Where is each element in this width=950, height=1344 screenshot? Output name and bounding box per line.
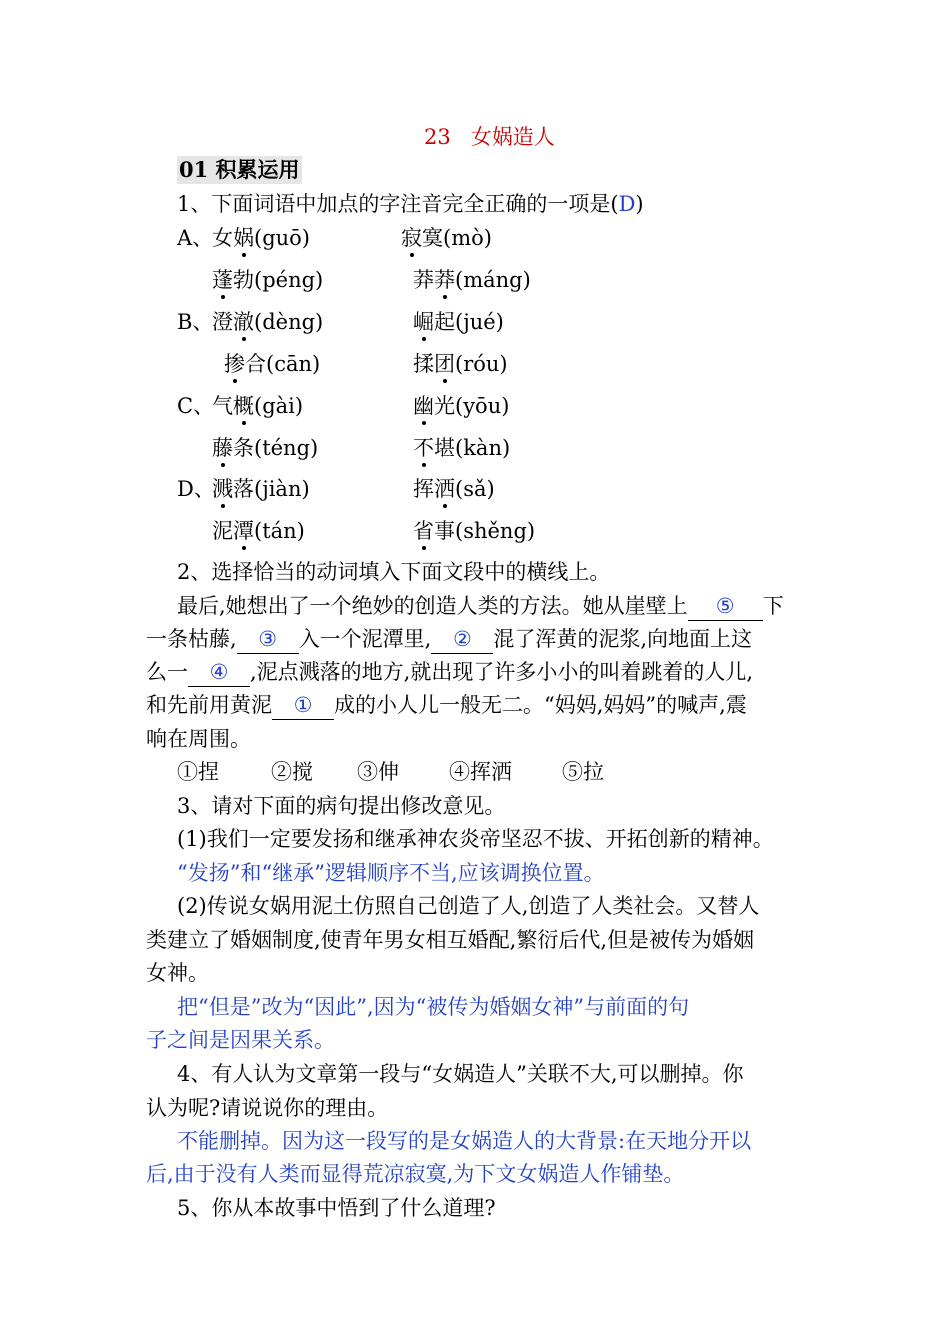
pinyin: (dèng) [254, 310, 324, 334]
choice-2: ②搅 [271, 760, 313, 784]
word-char: 莽 [413, 268, 434, 292]
option-word [413, 350, 508, 378]
option-word [401, 224, 492, 252]
q3-sentence-2-line-3: 女神。 [146, 961, 209, 985]
dotted-char: 堪 [434, 436, 455, 460]
dotted-char: 潭 [233, 519, 254, 543]
q2-passage-line-5: 响在周围。 [146, 727, 251, 751]
dotted-char: 娲 [233, 226, 254, 250]
lesson-title: 女娲造人 [470, 125, 555, 149]
option-word [212, 266, 323, 294]
dotted-char: 概 [233, 394, 254, 418]
q3-sentence-1: (1)我们一定要发扬和继承神农炎帝坚忍不拔、开拓创新的精神。 [177, 827, 774, 851]
q1-answer: D [618, 192, 636, 216]
q5-stem: 5、你从本故事中悟到了什么道理? [177, 1196, 496, 1220]
choice-4: ④挥洒 [449, 760, 512, 784]
lesson-number: 23 [424, 125, 451, 149]
pinyin: (sǎ) [455, 477, 495, 501]
q2-passage-line-3: 么一 ④ ,泥点溅落的地方,就出现了许多小小的叫着跳着的人儿, [146, 658, 753, 687]
blank-5: ① [272, 691, 334, 720]
q4-stem-line-2: 认为呢?请说说你的理由。 [146, 1096, 389, 1120]
q2-passage-line-4: 和先前用黄泥 ① 成的小人儿一般无二。“妈妈,妈妈”的喊声,震 [146, 691, 747, 720]
pinyin: (gài) [254, 394, 304, 418]
word-char: 气 [212, 394, 233, 418]
pinyin: (guō) [254, 226, 310, 250]
pinyin: (róu) [455, 352, 508, 376]
choice-5: ⑤拉 [562, 760, 604, 784]
option-word [413, 392, 509, 420]
q4-answer-line-2: 后,由于没有人类而显得荒凉寂寞,为下文女娲造人作铺垫。 [146, 1162, 685, 1186]
pinyin: (kàn) [455, 436, 511, 460]
q2-passage-line-1: 最后,她想出了一个绝妙的创造人类的方法。她从崖壁上 ⑤ 下 [177, 592, 784, 621]
dotted-char: 条 [233, 436, 254, 460]
dotted-char: 起 [434, 310, 455, 334]
dotted-char: 光 [434, 394, 455, 418]
word-char: 揉 [413, 352, 434, 376]
q3-sentence-2-line-2: 类建立了婚姻制度,使青年男女相互婚配,繁衍后代,但是被传为婚姻 [146, 928, 755, 952]
blank-4: ④ [188, 658, 250, 687]
option-word [212, 434, 318, 462]
word-char: 澄 [212, 310, 233, 334]
choice-3: ③伸 [357, 760, 399, 784]
dotted-char: 澈 [233, 310, 254, 334]
q3-answer-1: “发扬”和“继承”逻辑顺序不当,应该调换位置。 [177, 861, 605, 885]
word-char: 省 [413, 519, 434, 543]
word-char: 女 [212, 226, 233, 250]
option-word [413, 308, 504, 336]
dotted-char: 勃 [233, 268, 254, 292]
word-char: 溅 [212, 477, 233, 501]
pinyin: (tán) [254, 519, 305, 543]
dotted-char: 洒 [434, 477, 455, 501]
q4-answer-line-1: 不能删掉。因为这一段写的是女娲造人的大背景:在天地分开以 [177, 1129, 752, 1153]
q2-passage-line-2: 一条枯藤, ③ 入一个泥潭里, ② 混了浑黄的泥浆,向地面上这 [146, 625, 752, 654]
q3-stem: 3、请对下面的病句提出修改意见。 [177, 794, 506, 818]
dotted-char: 莽 [434, 268, 455, 292]
dotted-char: 事 [434, 519, 455, 543]
dotted-char: 落 [233, 477, 254, 501]
word-char: 掺 [224, 352, 245, 376]
pinyin: (máng) [455, 268, 531, 292]
word-char: 崛 [413, 310, 434, 334]
q2-stem: 2、选择恰当的动词填入下面文段中的横线上。 [177, 560, 611, 584]
choice-1: ①捏 [177, 760, 219, 784]
blank-2: ③ [237, 625, 299, 654]
pinyin: (mò) [443, 226, 492, 250]
option-word [212, 308, 323, 336]
page-title [424, 123, 555, 151]
dotted-char: 合 [245, 352, 266, 376]
option-word [413, 475, 495, 503]
word-char: 挥 [413, 477, 434, 501]
option-word [413, 434, 510, 462]
pinyin: (péng) [254, 268, 324, 292]
q3-answer-2-line-1: 把“但是”改为“因此”,因为“被传为婚姻女神”与前面的句 [177, 995, 690, 1019]
blank-1: ⑤ [688, 592, 763, 621]
option-word [413, 266, 531, 294]
pinyin: (jiàn) [254, 477, 310, 501]
blank-3: ② [431, 625, 493, 654]
option-label: A、 [177, 226, 214, 250]
pinyin: (shěng) [455, 519, 536, 543]
dotted-char: 寞 [422, 226, 443, 250]
q1-stem: 1、下面词语中加点的字注音完全正确的一项是(D) [177, 192, 644, 216]
word-char: 蓬 [212, 268, 233, 292]
section-heading: 01 积累运用 [179, 157, 300, 182]
option-word [212, 517, 305, 545]
word-char: 幽 [413, 394, 434, 418]
word-char: 泥 [212, 519, 233, 543]
option-label: B、 [177, 310, 214, 334]
option-word [413, 517, 535, 545]
word-char: 藤 [212, 436, 233, 460]
pinyin: (jué) [455, 310, 504, 334]
option-word [212, 475, 310, 503]
pinyin: (cān) [266, 352, 321, 376]
word-char: 不 [413, 436, 434, 460]
option-label: D、 [177, 477, 215, 501]
option-label: C、 [177, 394, 215, 418]
option-word [224, 350, 320, 378]
q3-answer-2-line-2: 子之间是因果关系。 [146, 1028, 335, 1052]
pinyin: (yōu) [455, 394, 510, 418]
q3-sentence-2-line-1: (2)传说女娲用泥土仿照自己创造了人,创造了人类社会。又替人 [177, 894, 760, 918]
option-word [212, 224, 310, 252]
option-word [212, 392, 303, 420]
pinyin: (téng) [254, 436, 319, 460]
dotted-char: 团 [434, 352, 455, 376]
word-char: 寂 [401, 226, 422, 250]
q4-stem-line-1: 4、有人认为文章第一段与“女娲造人”关联不大,可以删掉。你 [177, 1062, 744, 1086]
